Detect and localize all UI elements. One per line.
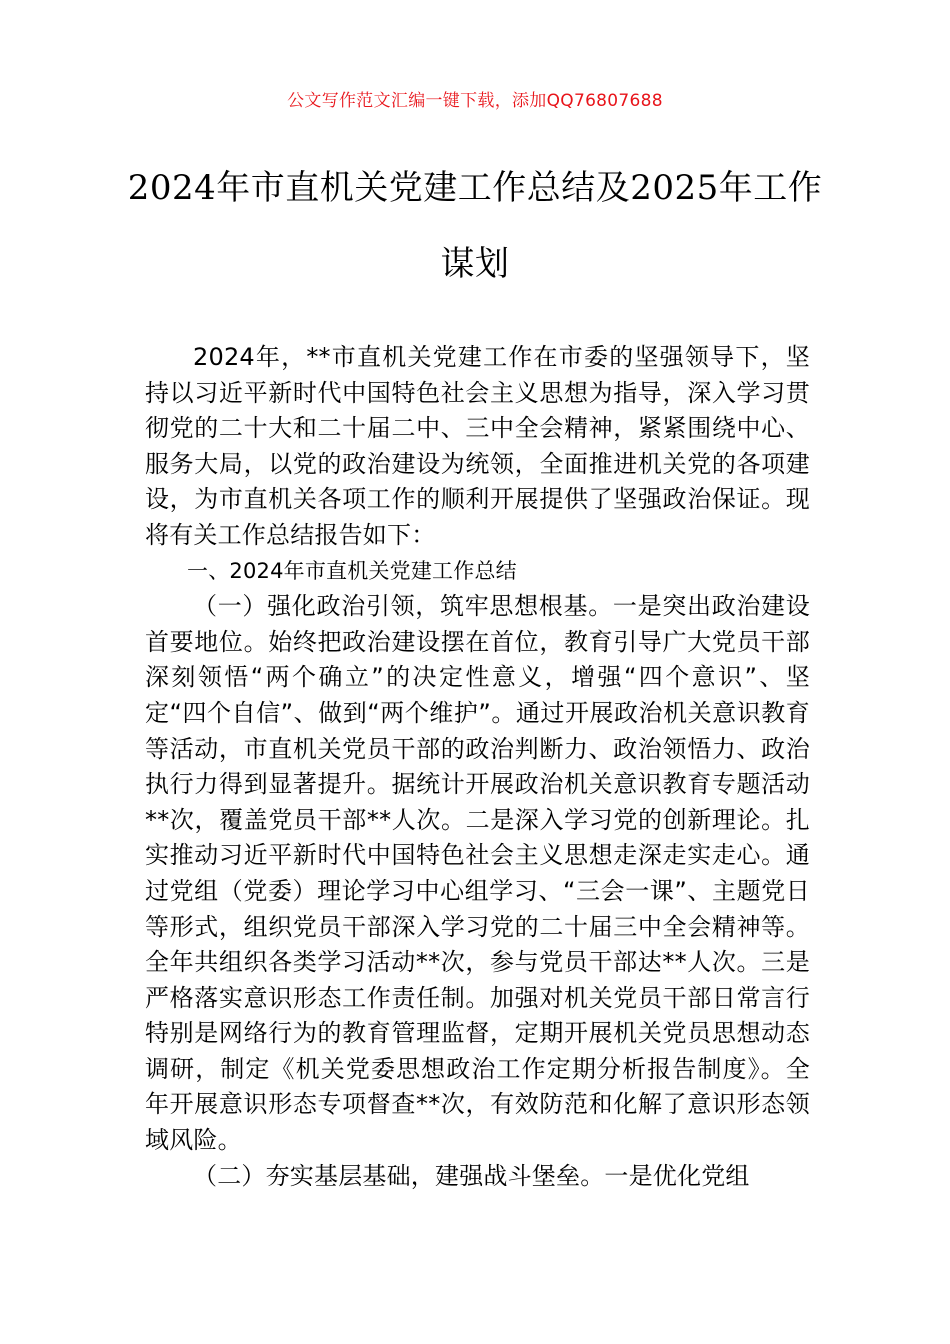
document-body <box>145 340 810 1194</box>
section-heading-1: 一、2024年市直机关党建工作总结 <box>187 558 517 583</box>
document-title: 2024年市直机关党建工作总结及2025年工作谋划 <box>127 168 823 284</box>
header-promo-note: 公文写作范文汇编一键下载，添加QQ76807688 <box>287 91 663 111</box>
intro-paragraph: 2024年，**市直机关党建工作在市委的坚强领导下，坚持以习近平新时代中国特色社会主义思想为指导，深入学习贯彻党的二十大和二十届二中、三中全会精神，紧紧围绕中心、服务大局，以党的政治建设为统领，全面推进机关党的各项建设，为市直机关各项工作的顺利开展提供了坚强政治保证。现将有关工作总结报告如下： <box>145 343 810 549</box>
subsection-paragraph-2: （二）夯实基层基础，建强战斗堡垒。一是优化党组 <box>193 1161 750 1190</box>
subsection-paragraph-1: （一）强化政治引领，筑牢思想根基。一是突出政治建设首要地位。始终把政治建设摆在首位，教育引导广大党员干部深刻领悟“两个确立”的决定性意义，增强“四个意识”、坚定“四个自信”、做到“两个维护”。通过开展政治机关意识教育等活动，市直机关党员干部的政治判断力、政治领悟力、政治执行力得到显著提升。据统计开展政治机关意识教育专题活动**次，覆盖党员干部**人次。二是深入学习党的创新理论。扎实推动习近平新时代中国特色社会主义思想走深走实走心。通过党组（党委）理论学习中心组学习、“三会一课”、主题党日等形式，组织党员干部深入学习党的二十届三中全会精神等。全年共组织各类学习活动**次，参与党员干部达**人次。三是严格落实意识形态工作责任制。加强对机关党员干部日常言行特别是网络行为的教育管理监督，定期开展机关党员思想动态调研，制定《机关党委思想政治工作定期分析报告制度》。全年开展意识形态专项督查**次，有效防范和化解了意识形态领域风险。 <box>145 592 810 1155</box>
